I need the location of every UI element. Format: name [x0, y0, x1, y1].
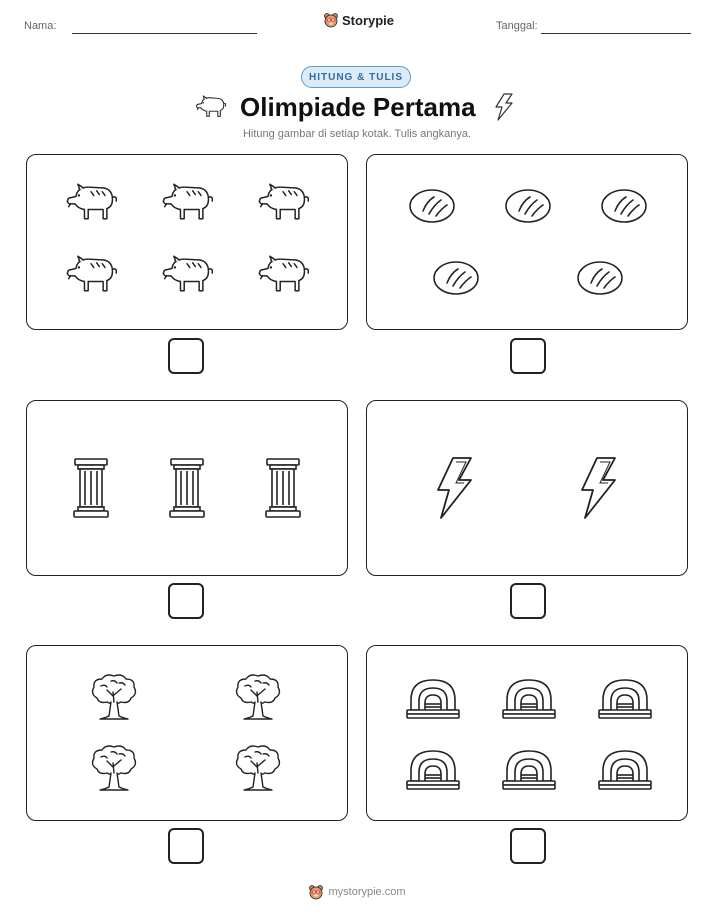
bread-icon: [431, 259, 481, 297]
bread-icon: [407, 187, 457, 225]
olive-tree-icon: [231, 743, 285, 793]
lightning-icon: [577, 456, 621, 520]
answer-box-3[interactable]: [168, 583, 204, 619]
oven-icon: [405, 747, 461, 791]
brand-logo: [323, 12, 394, 28]
count-panel-4: [366, 400, 688, 576]
column-icon: [71, 457, 111, 519]
oven-icon: [501, 747, 557, 791]
oven-icon: [405, 676, 461, 720]
olive-tree-icon: [87, 672, 141, 722]
oven-icon: [597, 747, 653, 791]
count-panel-2: [366, 154, 688, 330]
bear-mascot-icon: [323, 12, 339, 28]
bread-icon: [503, 187, 553, 225]
boar-icon: [255, 179, 311, 225]
boar-icon: [159, 179, 215, 225]
activity-badge: HITUNG & TULIS: [301, 66, 411, 88]
footer: [0, 884, 714, 900]
boar-title-icon: [194, 93, 228, 121]
boar-icon: [255, 251, 311, 297]
worksheet-title: Olimpiade Pertama: [240, 92, 476, 122]
olive-tree-icon: [87, 743, 141, 793]
bread-icon: [599, 187, 649, 225]
oven-icon: [597, 676, 653, 720]
count-panel-5: [26, 645, 348, 821]
brand-name: Storypie: [342, 12, 395, 28]
answer-box-5[interactable]: [168, 828, 204, 864]
lightning-icon: [433, 456, 477, 520]
answer-box-1[interactable]: [168, 338, 204, 374]
boar-icon: [63, 251, 119, 297]
count-panel-6: [366, 645, 688, 821]
boar-icon: [63, 179, 119, 225]
footer-url: mystorypie.com: [328, 886, 406, 898]
answer-box-6[interactable]: [510, 828, 546, 864]
olive-tree-icon: [231, 672, 285, 722]
count-panel-1: [26, 154, 348, 330]
name-label: Nama:: [24, 20, 57, 32]
instructions: Hitung gambar di setiap kotak. Tulis angkanya.: [242, 128, 472, 140]
bear-mascot-icon: [308, 884, 324, 900]
column-icon: [263, 457, 303, 519]
lightning-title-icon: [492, 92, 516, 122]
answer-box-2[interactable]: [510, 338, 546, 374]
oven-icon: [501, 676, 557, 720]
count-panel-3: [26, 400, 348, 576]
column-icon: [167, 457, 207, 519]
answer-box-4[interactable]: [510, 583, 546, 619]
bread-icon: [575, 259, 625, 297]
date-field[interactable]: [541, 33, 691, 34]
date-label: Tanggal:: [496, 20, 538, 32]
name-field[interactable]: [72, 33, 257, 34]
boar-icon: [159, 251, 215, 297]
